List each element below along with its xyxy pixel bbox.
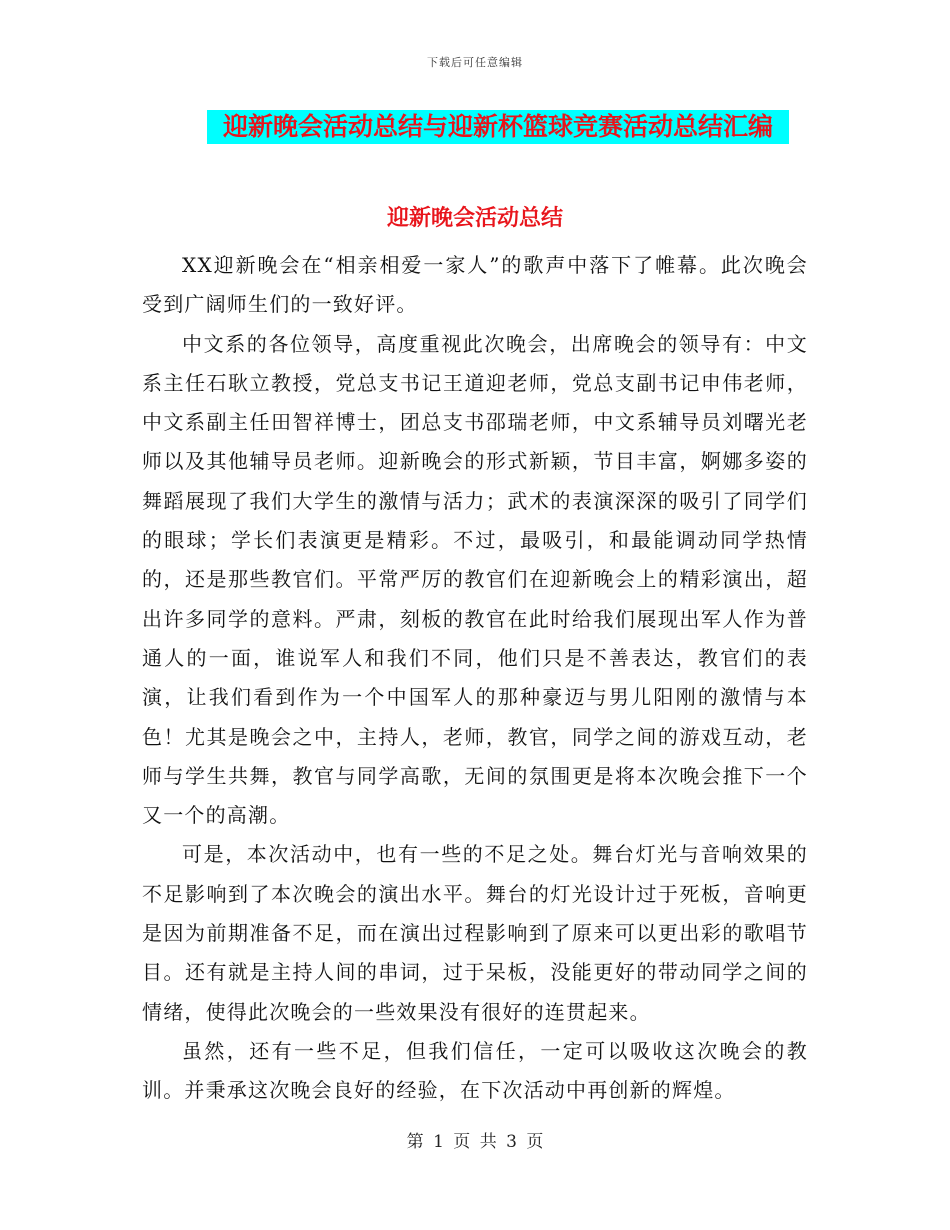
paragraph: XX迎新晚会在“相亲相爱一家人”的歌声中落下了帷幕。此次晚会受到广阔师生们的一致好评。 xyxy=(142,253,808,317)
paragraph: 可是，本次活动中，也有一些的不足之处。舞台灯光与音响效果的不足影响到了本次晚会的演出水平。舞台的灯光设计过于死板，音响更是因为前期准备不足，而在演出过程影响到了原来可以更出彩的歌唱节目。还有就是主持人间的串词，过于呆板，没能更好的带动同学之间的情绪，使得此次晚会的一些效果没有很好的连贯起来。 xyxy=(142,842,808,1024)
header-note: 下载后可任意编辑 xyxy=(427,56,523,69)
page-number: 第 1 页 共 3 页 xyxy=(406,1132,544,1152)
paragraph: 中文系的各位领导，高度重视此次晚会，出席晚会的领导有：中文系主任石耿立教授，党总支书记王道迎老师，党总支副书记申伟老师，中文系副主任田智祥博士，团总支书邵瑞老师，中文系辅导员刘曙光老师以及其他辅导员老师。迎新晚会的形式新颖，节目丰富，婀娜多姿的舞蹈展现了我们大学生的激情与活力；武术的表演深深的吸引了同学们的眼球；学长们表演更是精彩。不过，最吸引，和最能调动同学热情的，还是那些教官们。平常严厉的教官们在迎新晚会上的精彩演出，超出许多同学的意料。严肃，刻板的教官在此时给我们展现出军人作为普通人的一面，谁说军人和我们不同，他们只是不善表达，教官们的表演，让我们看到作为一个中国军人的那种豪迈与男儿阳刚的激情与本色！尤其是晚会之中，主持人，老师，教官，同学之间的游戏互动，老师与学生共舞，教官与同学高歌，无间的氛围更是将本次晚会推下一个又一个的高潮。 xyxy=(142,331,808,828)
document-title: 迎新晚会活动总结与迎新杯篮球竞赛活动总结汇编 xyxy=(207,110,789,144)
section-title: 迎新晚会活动总结 xyxy=(386,205,563,231)
document-body xyxy=(142,246,808,1111)
paragraph: 虽然，还有一些不足，但我们信任，一定可以吸收这次晚会的教训。并秉承这次晚会良好的经验，在下次活动中再创新的辉煌。 xyxy=(142,1038,808,1103)
